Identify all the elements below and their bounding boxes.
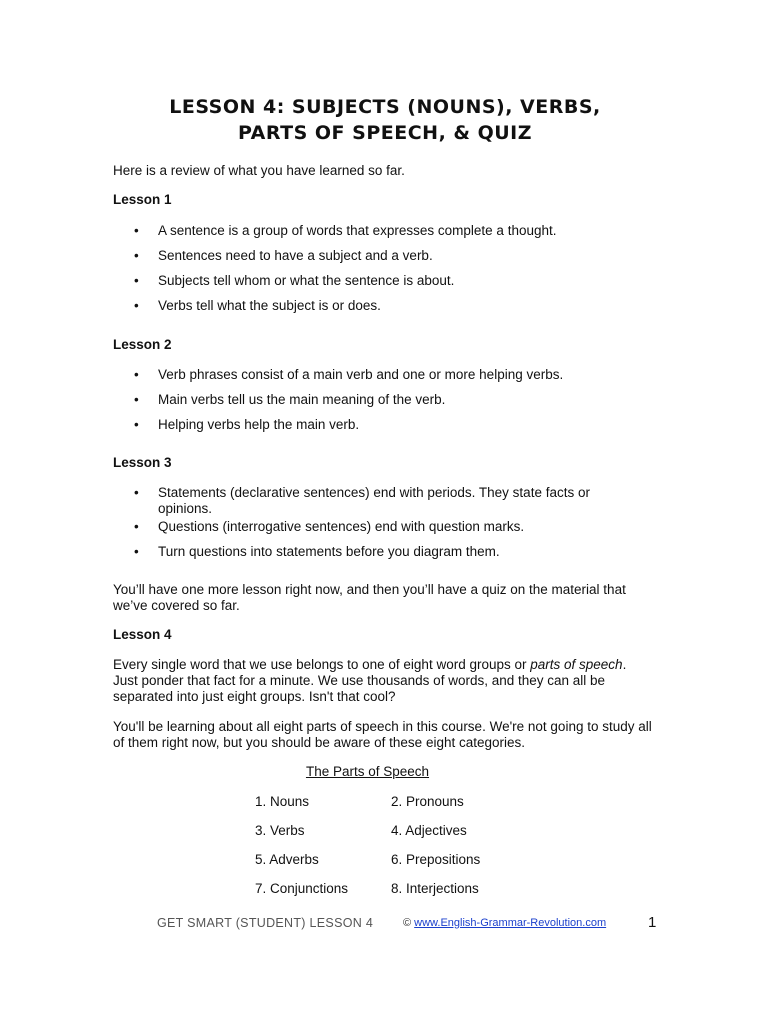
bullet-marker: • [134,392,139,407]
pos-item: 3. Verbs [255,823,305,838]
para1-part-b: . Just ponder that fact for a minute. We use thousands of words, and they can all be separated into just eight groups. Isn't that cool? [113,657,627,704]
title-line-1: LESSON 4: SUBJECTS (NOUNS), VERBS, [169,96,601,118]
parts-of-speech-emphasis: parts of speech [530,657,623,672]
list-item: Sentences need to have a subject and a verb. [158,248,433,263]
list-item: Helping verbs help the main verb. [158,417,360,432]
pos-item: 7. Conjunctions [255,881,349,896]
pos-item: 5. Adverbs [255,852,319,867]
bullet-marker: • [134,417,139,432]
pos-item: 8. Interjections [391,881,479,896]
parts-of-speech-caption: The Parts of Speech [305,764,430,779]
page-number: 1 [648,914,657,931]
list-item: Verb phrases consist of a main verb and one or more helping verbs. [158,367,564,382]
bullet-marker: • [134,367,139,382]
bullet-marker: • [134,273,139,288]
pos-item: 6. Prepositions [391,852,481,867]
bullet-marker: • [134,248,139,263]
page-title [0,94,770,146]
lesson-2-heading: Lesson 2 [113,337,172,352]
list-item: Verbs tell what the subject is or does. [158,298,381,313]
list-item: Statements (declarative sentences) end with periods. They state facts or opinions. [158,485,590,516]
website-link[interactable]: www.English-Grammar-Revolution.com [414,917,607,929]
bullet-marker: • [134,519,139,534]
bridge-paragraph: You’ll have one more lesson right now, and then you’ll have a quiz on the material that we’ve covered so far. [113,582,626,613]
pos-item: 4. Adjectives [391,823,467,838]
list-item: Subjects tell whom or what the sentence is about. [158,273,455,288]
pos-item: 1. Nouns [255,794,310,809]
list-item: Turn questions into statements before you diagram them. [158,544,500,559]
lesson-3-heading: Lesson 3 [113,455,172,470]
copyright-symbol: © [403,917,412,929]
lesson-4-heading: Lesson 4 [113,627,172,642]
lesson-4-paragraph-2: You'll be learning about all eight parts of speech in this course. We're not going to study all of them right now, but you should be aware of these eight categories. [113,719,652,750]
bullet-marker: • [134,298,139,313]
bullet-marker: • [134,544,139,559]
footer-copyright [403,917,606,929]
bullet-marker: • [134,223,139,238]
bullet-marker: • [134,485,139,500]
lesson-1-heading: Lesson 1 [113,192,172,207]
intro-text: Here is a review of what you have learned so far. [113,163,405,178]
list-item: Main verbs tell us the main meaning of the verb. [158,392,446,407]
lesson-4-paragraph-1 [113,657,653,705]
title-line-2: PARTS OF SPEECH, & QUIZ [237,122,533,144]
footer-label: GET SMART (STUDENT) LESSON 4 [157,916,374,930]
para1-part-a: Every single word that we use belongs to one of eight word groups or [113,657,531,672]
list-item: A sentence is a group of words that expresses complete a thought. [158,223,557,238]
list-item: Questions (interrogative sentences) end with question marks. [158,519,525,534]
pos-item: 2. Pronouns [391,794,464,809]
